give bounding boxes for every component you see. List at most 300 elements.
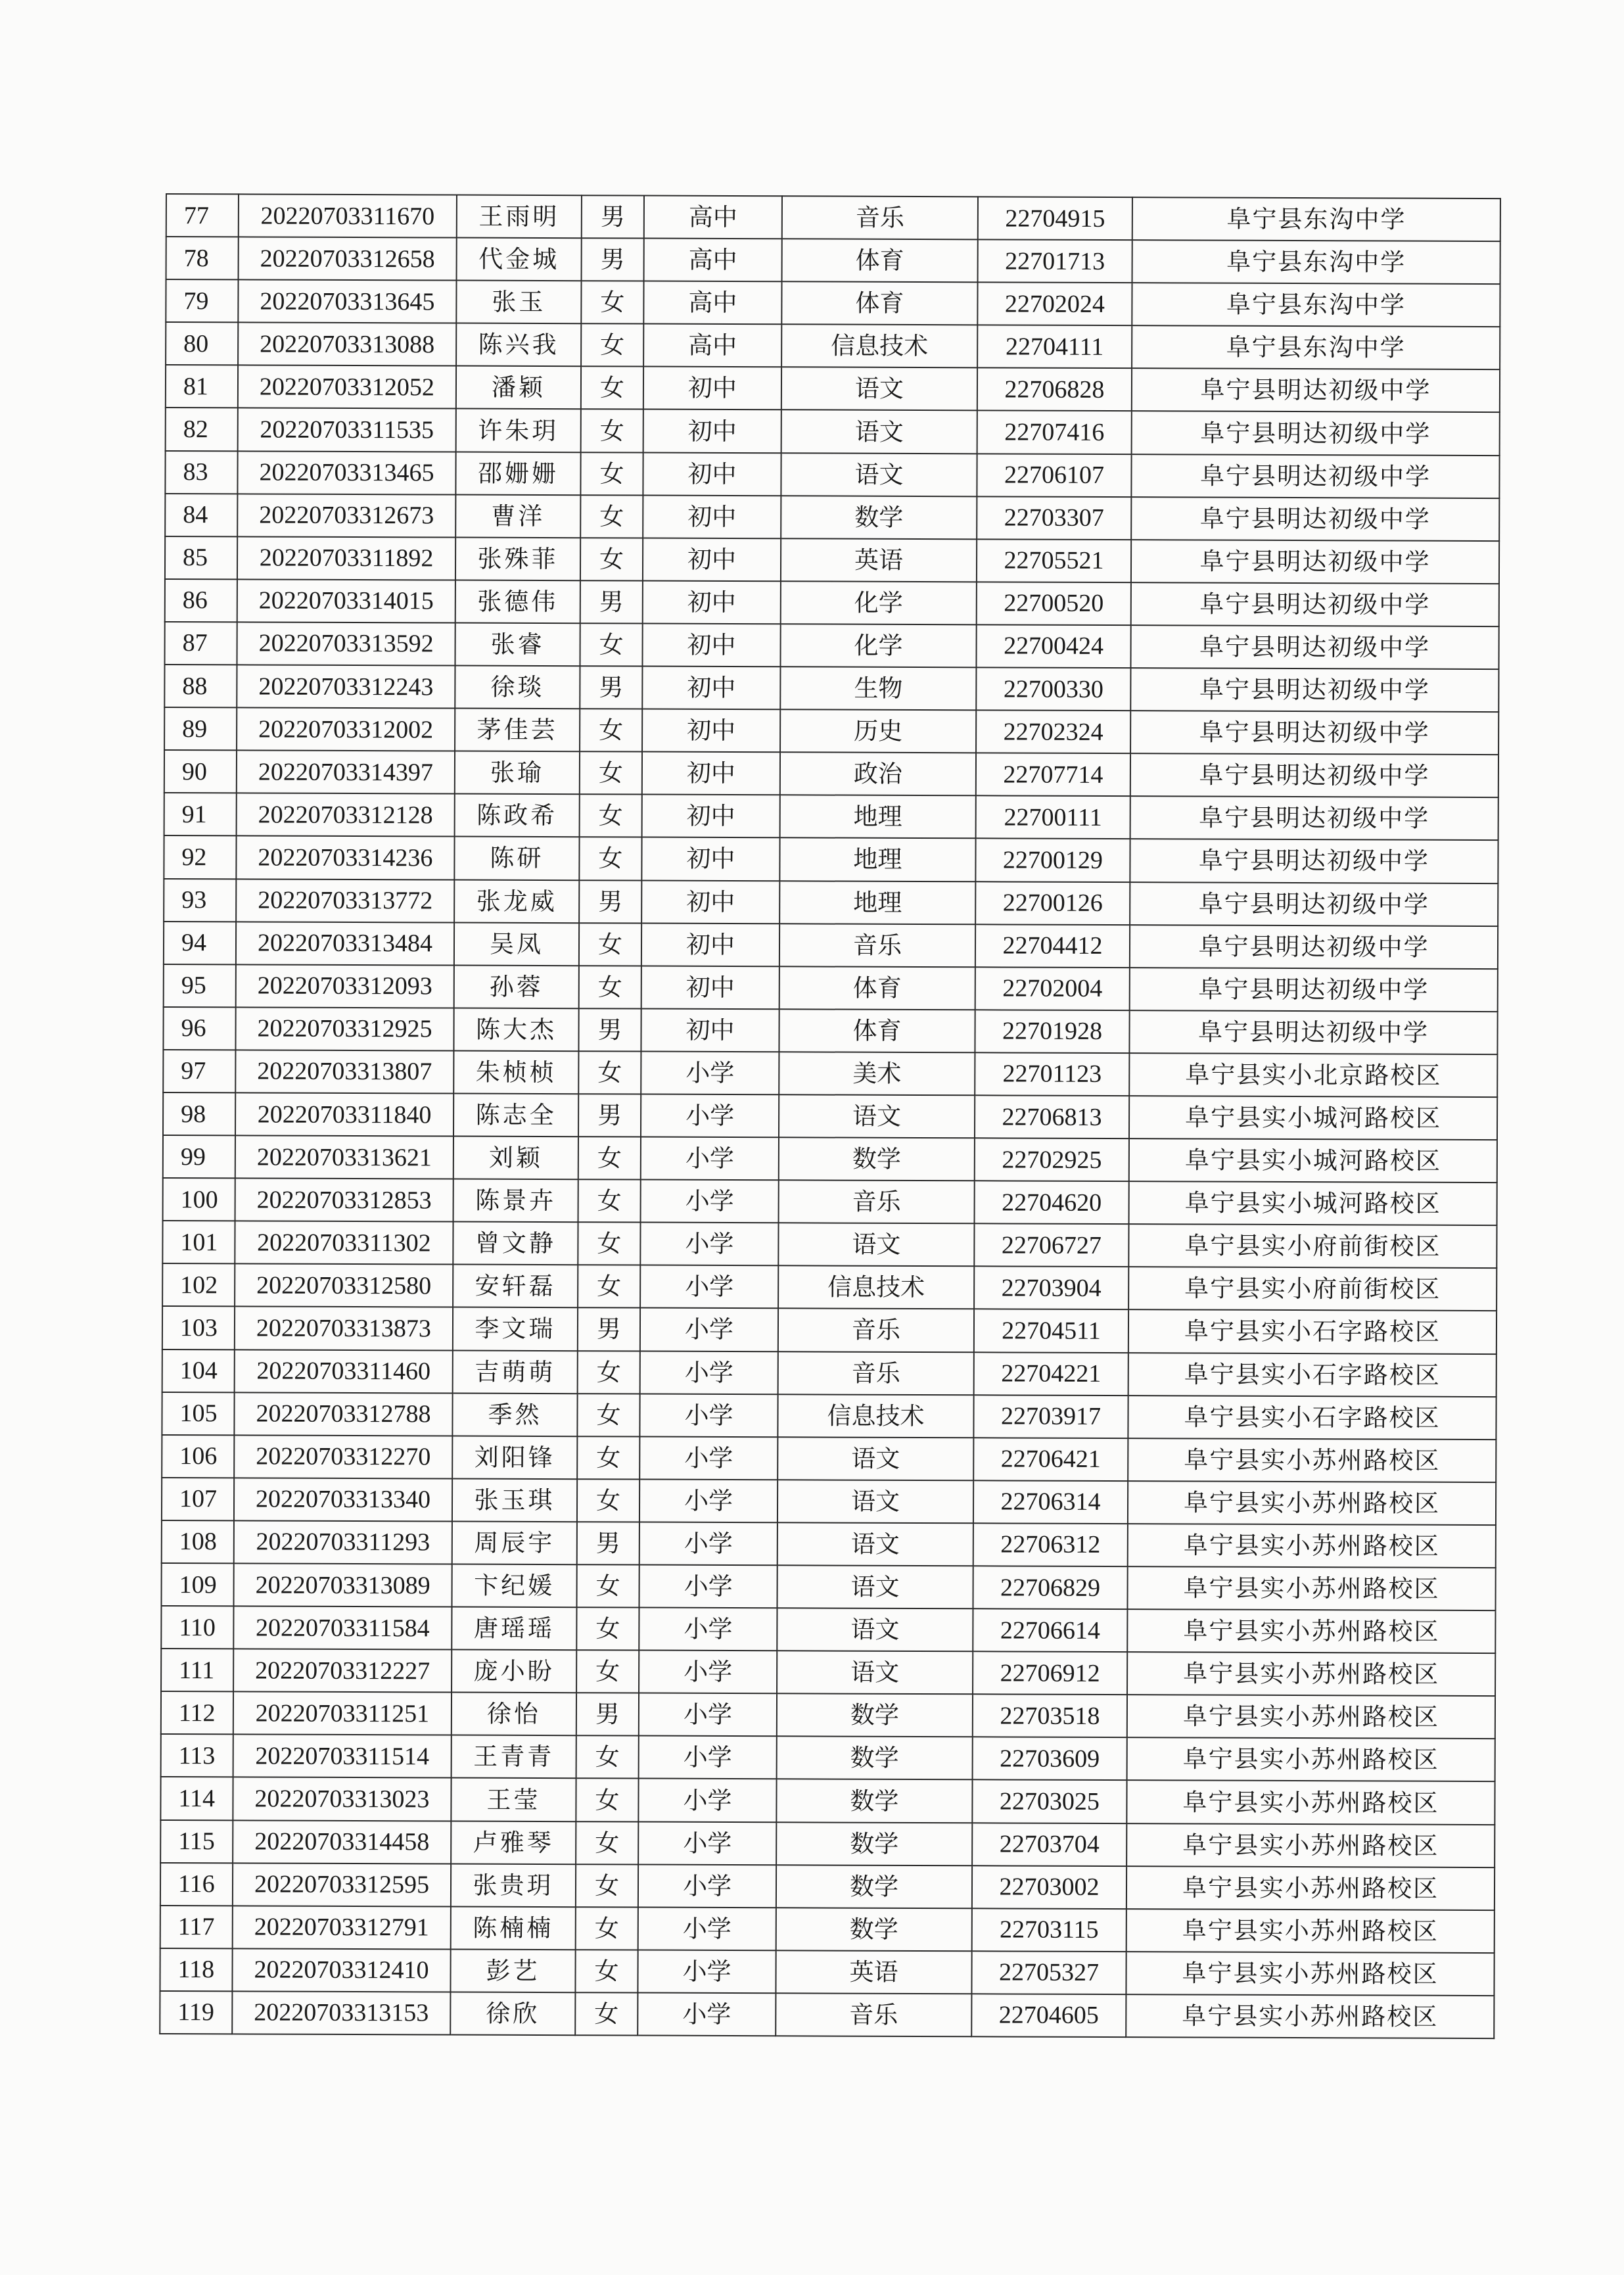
gender-cell: 女 (580, 623, 642, 666)
table-row (166, 322, 1500, 369)
assigned-school-cell: 阜宁县实小苏州路校区 (1126, 1909, 1495, 1953)
position-code-cell: 22707416 (977, 411, 1132, 454)
exam-id-cell: 20220703312853 (235, 1179, 453, 1222)
assigned-school-cell: 阜宁县明达初级中学 (1130, 668, 1498, 712)
table-row (162, 1478, 1496, 1525)
exam-id-cell: 20220703312673 (237, 494, 455, 537)
subject-cell: 数学 (781, 496, 977, 539)
exam-id-cell: 20220703314458 (233, 1820, 451, 1864)
position-code-cell: 22700126 (975, 881, 1130, 925)
position-code-cell: 22707714 (976, 753, 1130, 797)
position-code-cell: 22703115 (972, 1908, 1126, 1952)
school-level-cell: 小学 (639, 1479, 777, 1522)
exam-id-cell: 20220703313873 (235, 1307, 453, 1350)
assigned-school-cell: 阜宁县实小苏州路校区 (1126, 1823, 1495, 1867)
position-code-cell: 22700424 (976, 624, 1130, 668)
gender-cell: 男 (579, 880, 641, 923)
candidate-name-cell: 刘阳锋 (452, 1436, 577, 1479)
subject-cell: 地理 (780, 795, 976, 839)
subject-cell: 语文 (781, 453, 977, 496)
candidate-name-cell: 张玉 (456, 281, 581, 324)
table-row (161, 1649, 1495, 1696)
candidate-name-cell: 陈兴我 (456, 323, 581, 367)
gender-cell: 男 (580, 666, 642, 709)
gender-cell: 女 (579, 837, 641, 880)
position-code-cell: 22703518 (973, 1695, 1127, 1738)
candidate-name-cell: 潘颖 (456, 366, 581, 410)
subject-cell: 英语 (781, 538, 977, 582)
table-row (165, 494, 1499, 541)
exam-id-cell: 20220703313645 (238, 280, 456, 323)
candidate-name-cell: 曹洋 (455, 494, 580, 538)
assigned-school-cell: 阜宁县明达初级中学 (1132, 411, 1500, 456)
gender-cell: 女 (579, 923, 641, 966)
school-level-cell: 小学 (639, 1436, 777, 1480)
row-number-cell: 87 (164, 622, 237, 665)
position-code-cell: 22703917 (973, 1395, 1128, 1438)
position-code-cell: 22706813 (975, 1095, 1129, 1138)
school-level-cell: 初中 (641, 923, 779, 966)
assigned-school-cell: 阜宁县明达初级中学 (1131, 582, 1499, 626)
gender-cell: 男 (582, 238, 644, 281)
table-row (162, 1221, 1496, 1268)
gender-cell: 女 (578, 1051, 641, 1094)
assigned-school-cell: 阜宁县明达初级中学 (1130, 625, 1498, 669)
subject-cell: 地理 (779, 881, 975, 924)
exam-id-cell: 20220703313465 (237, 451, 455, 494)
position-code-cell: 22701713 (978, 239, 1132, 283)
row-number-cell: 115 (160, 1820, 233, 1863)
row-number-cell: 114 (160, 1777, 233, 1819)
exam-id-cell: 20220703313340 (234, 1478, 452, 1521)
candidate-name-cell: 张殊菲 (455, 537, 580, 580)
assigned-school-cell: 阜宁县实小城河路校区 (1129, 1138, 1497, 1183)
gender-cell: 女 (578, 1351, 640, 1394)
candidate-name-cell: 茅佳芸 (455, 709, 580, 752)
school-level-cell: 初中 (643, 580, 781, 624)
table-row (164, 964, 1498, 1012)
position-code-cell: 22704511 (974, 1309, 1128, 1353)
assigned-school-cell: 阜宁县实小苏州路校区 (1127, 1566, 1495, 1610)
candidate-name-cell: 吉萌萌 (453, 1350, 578, 1394)
candidate-name-cell: 李文瑞 (453, 1307, 578, 1351)
candidate-name-cell: 张玉琪 (452, 1478, 577, 1522)
school-level-cell: 初中 (642, 667, 780, 710)
row-number-cell: 82 (166, 408, 238, 450)
exam-id-cell: 20220703312093 (236, 964, 454, 1008)
row-number-cell: 95 (164, 964, 236, 1007)
row-number-cell: 79 (166, 279, 238, 322)
school-level-cell: 初中 (642, 623, 780, 667)
assigned-school-cell: 阜宁县实小城河路校区 (1129, 1096, 1497, 1140)
candidate-name-cell: 徐怡 (452, 1693, 576, 1736)
exam-id-cell: 20220703313621 (235, 1135, 453, 1179)
school-level-cell: 小学 (640, 1223, 778, 1266)
exam-id-cell: 20220703313089 (233, 1563, 452, 1607)
school-level-cell: 小学 (641, 1051, 779, 1094)
subject-cell: 数学 (779, 1137, 975, 1181)
assigned-school-cell: 阜宁县明达初级中学 (1129, 1010, 1497, 1054)
table-row (163, 1007, 1497, 1054)
exam-id-cell: 20220703311251 (233, 1692, 452, 1735)
school-level-cell: 小学 (638, 1821, 776, 1865)
subject-cell: 音乐 (782, 196, 978, 239)
gender-cell: 女 (575, 1992, 638, 2035)
exam-id-cell: 20220703313023 (233, 1777, 451, 1821)
gender-cell: 女 (577, 1394, 639, 1436)
assigned-school-cell: 阜宁县明达初级中学 (1130, 796, 1498, 840)
exam-id-cell: 20220703311840 (235, 1092, 453, 1136)
table-row (166, 194, 1500, 241)
row-number-cell: 108 (162, 1520, 234, 1563)
gender-cell: 女 (576, 1779, 638, 1821)
candidate-name-cell: 吴凤 (454, 922, 579, 966)
row-number-cell: 80 (166, 322, 238, 365)
assigned-school-cell: 阜宁县实小苏州路校区 (1127, 1609, 1495, 1653)
table-row (164, 707, 1498, 755)
row-number-cell: 91 (164, 793, 237, 835)
table-row (164, 750, 1498, 797)
table-row (166, 279, 1500, 327)
subject-cell: 信息技术 (777, 1394, 973, 1438)
position-code-cell: 22704620 (975, 1181, 1129, 1224)
assigned-school-cell: 阜宁县实小城河路校区 (1129, 1181, 1497, 1225)
subject-cell: 历史 (780, 709, 976, 753)
table-row (160, 1991, 1494, 2038)
table-row (162, 1392, 1496, 1440)
school-level-cell: 初中 (641, 880, 779, 924)
gender-cell: 女 (576, 1736, 639, 1779)
candidate-name-cell: 代金城 (457, 238, 582, 281)
position-code-cell: 22706107 (977, 454, 1131, 497)
position-code-cell: 22703904 (974, 1267, 1128, 1310)
school-level-cell: 小学 (639, 1565, 777, 1608)
school-level-cell: 初中 (642, 795, 780, 838)
row-number-cell: 77 (166, 194, 239, 237)
table-row (161, 1691, 1495, 1739)
exam-id-cell: 20220703312270 (234, 1435, 452, 1478)
exam-id-cell: 20220703312052 (238, 365, 456, 409)
subject-cell: 英语 (776, 1950, 971, 1994)
position-code-cell: 22702925 (975, 1138, 1129, 1181)
gender-cell: 女 (578, 1265, 640, 1308)
assigned-school-cell: 阜宁县明达初级中学 (1132, 369, 1500, 413)
table-row (163, 1135, 1497, 1183)
table-row (163, 1178, 1497, 1225)
table-row (161, 1606, 1495, 1653)
candidate-name-cell: 徐琰 (455, 666, 580, 709)
table-row (164, 922, 1498, 969)
school-level-cell: 小学 (638, 1992, 776, 2036)
gender-cell: 女 (580, 751, 642, 794)
gender-cell: 女 (576, 1650, 639, 1693)
gender-cell: 女 (581, 281, 643, 323)
position-code-cell: 22703704 (972, 1823, 1126, 1866)
school-level-cell: 初中 (641, 966, 779, 1009)
candidate-name-cell: 曾文静 (453, 1222, 578, 1265)
assigned-school-cell: 阜宁县实小苏州路校区 (1127, 1737, 1495, 1781)
school-level-cell: 小学 (641, 1094, 779, 1138)
school-level-cell: 初中 (643, 410, 781, 453)
row-number-cell: 85 (165, 536, 237, 579)
position-code-cell: 22706829 (973, 1566, 1127, 1609)
assigned-school-cell: 阜宁县实小府前街校区 (1128, 1267, 1496, 1311)
school-level-cell: 小学 (639, 1394, 777, 1437)
candidate-name-cell: 唐瑶瑶 (452, 1607, 576, 1651)
assigned-school-cell: 阜宁县东沟中学 (1132, 240, 1500, 284)
assigned-school-cell: 阜宁县实小北京路校区 (1129, 1053, 1497, 1097)
subject-cell: 数学 (777, 1694, 973, 1737)
position-code-cell: 22700330 (976, 667, 1130, 711)
exam-id-cell: 20220703312658 (239, 237, 457, 280)
gender-cell: 男 (578, 1094, 641, 1137)
row-number-cell: 98 (163, 1092, 235, 1135)
candidate-name-cell: 卞纪媛 (452, 1564, 576, 1608)
row-number-cell: 102 (162, 1263, 235, 1306)
subject-cell: 体育 (779, 1009, 975, 1052)
position-code-cell: 22706614 (973, 1608, 1127, 1652)
table-row (164, 878, 1498, 926)
position-code-cell: 22704605 (971, 1994, 1126, 2037)
position-code-cell: 22705327 (971, 1951, 1126, 1994)
position-code-cell: 22703307 (977, 496, 1131, 540)
row-number-cell: 105 (162, 1392, 234, 1435)
subject-cell: 语文 (779, 1094, 975, 1138)
exam-id-cell: 20220703311293 (234, 1520, 452, 1564)
row-number-cell: 113 (161, 1734, 233, 1777)
row-number-cell: 111 (161, 1649, 233, 1691)
gender-cell: 女 (581, 367, 643, 410)
school-level-cell: 小学 (638, 1907, 776, 1950)
subject-cell: 美术 (779, 1052, 975, 1095)
school-level-cell: 高中 (644, 196, 782, 239)
school-level-cell: 小学 (639, 1608, 777, 1651)
table-row (160, 1777, 1495, 1824)
subject-cell: 地理 (779, 838, 975, 881)
subject-cell: 体育 (779, 966, 975, 1010)
row-number-cell: 112 (161, 1691, 233, 1734)
gender-cell: 女 (580, 538, 643, 580)
exam-id-cell: 20220703311514 (233, 1735, 452, 1778)
exam-id-cell: 20220703313592 (237, 622, 455, 665)
position-code-cell: 22702004 (975, 967, 1130, 1010)
candidate-name-cell: 徐欣 (450, 1992, 575, 2035)
position-code-cell: 22700111 (976, 796, 1130, 839)
subject-cell: 语文 (777, 1480, 973, 1523)
candidate-name-cell: 张瑜 (455, 751, 580, 795)
row-number-cell: 84 (165, 494, 237, 536)
position-code-cell: 22703025 (972, 1780, 1126, 1823)
subject-cell: 音乐 (779, 1180, 975, 1223)
school-level-cell: 初中 (643, 452, 781, 496)
school-level-cell: 小学 (640, 1351, 778, 1394)
candidate-name-cell: 张德伟 (455, 580, 580, 623)
exam-id-cell: 20220703311892 (237, 536, 455, 580)
subject-cell: 数学 (776, 1822, 972, 1865)
assigned-school-cell: 阜宁县东沟中学 (1132, 197, 1500, 241)
candidate-name-cell: 孙蓉 (454, 965, 579, 1008)
row-number-cell: 92 (164, 835, 236, 878)
assigned-school-cell: 阜宁县实小石字路校区 (1128, 1310, 1496, 1354)
subject-cell: 语文 (777, 1437, 973, 1480)
assigned-school-cell: 阜宁县明达初级中学 (1130, 968, 1498, 1012)
assigned-school-cell: 阜宁县实小苏州路校区 (1127, 1695, 1495, 1739)
table-row (160, 1863, 1495, 1910)
row-number-cell: 110 (161, 1606, 233, 1649)
school-level-cell: 小学 (638, 1779, 776, 1822)
gender-cell: 男 (578, 1008, 641, 1051)
candidate-name-cell: 张龙威 (454, 880, 579, 923)
assigned-school-cell: 阜宁县明达初级中学 (1130, 882, 1498, 926)
gender-cell: 女 (576, 1907, 638, 1950)
table-row (166, 237, 1500, 284)
position-code-cell: 22701123 (975, 1052, 1129, 1096)
exam-id-cell: 20220703312788 (234, 1392, 452, 1436)
position-code-cell: 22703609 (973, 1737, 1127, 1781)
school-level-cell: 小学 (638, 1950, 776, 1993)
row-number-cell: 94 (164, 922, 236, 964)
exam-id-cell: 20220703312580 (235, 1264, 453, 1307)
subject-cell: 音乐 (778, 1309, 974, 1352)
exam-id-cell: 20220703311535 (238, 408, 456, 452)
position-code-cell: 22706312 (973, 1523, 1128, 1566)
subject-cell: 语文 (777, 1651, 973, 1694)
candidate-name-cell: 彭艺 (450, 1949, 575, 1992)
position-code-cell: 22701928 (975, 1010, 1129, 1053)
row-number-cell: 83 (165, 451, 237, 494)
school-level-cell: 初中 (641, 1008, 779, 1052)
position-code-cell: 22706421 (973, 1438, 1128, 1481)
candidate-name-cell: 陈研 (454, 837, 579, 880)
assigned-school-cell: 阜宁县实小苏州路校区 (1126, 1781, 1495, 1825)
assigned-school-cell: 阜宁县明达初级中学 (1131, 540, 1499, 584)
row-number-cell: 99 (163, 1135, 235, 1178)
candidate-name-cell: 陈政希 (455, 794, 580, 837)
candidate-name-cell: 周辰宇 (452, 1521, 577, 1564)
position-code-cell: 22700520 (977, 582, 1131, 625)
exam-id-cell: 20220703314397 (237, 751, 455, 794)
assigned-school-cell: 阜宁县实小苏州路校区 (1128, 1481, 1496, 1525)
school-level-cell: 小学 (638, 1864, 776, 1908)
gender-cell: 女 (581, 323, 643, 366)
position-code-cell: 22700129 (975, 839, 1130, 882)
position-code-cell: 22706912 (973, 1651, 1127, 1695)
row-number-cell: 93 (164, 878, 236, 921)
row-number-cell: 118 (160, 1948, 232, 1991)
row-number-cell: 86 (165, 579, 237, 622)
table-row (162, 1263, 1496, 1311)
position-code-cell: 22704915 (978, 197, 1132, 240)
candidate-name-cell: 许朱玥 (456, 409, 581, 452)
row-number-cell: 104 (162, 1349, 235, 1392)
candidate-name-cell: 刘颖 (453, 1137, 578, 1180)
exam-id-cell: 20220703311584 (233, 1606, 452, 1649)
gender-cell: 女 (577, 1479, 639, 1522)
table-row (164, 622, 1498, 669)
row-number-cell: 88 (164, 665, 237, 707)
position-code-cell: 22702324 (976, 710, 1130, 753)
candidate-name-cell: 陈景卉 (453, 1179, 578, 1223)
row-number-cell: 81 (166, 365, 238, 408)
candidate-name-cell: 王青青 (452, 1735, 576, 1779)
exam-id-cell: 20220703313807 (235, 1050, 453, 1093)
table-row (161, 1563, 1495, 1610)
table-row (166, 365, 1500, 412)
gender-cell: 男 (577, 1522, 639, 1564)
school-level-cell: 高中 (644, 239, 782, 282)
candidate-name-cell: 邵姗姗 (455, 452, 580, 495)
table-row (161, 1734, 1495, 1781)
assigned-school-cell: 阜宁县东沟中学 (1132, 283, 1500, 327)
row-number-cell: 116 (160, 1863, 233, 1906)
gender-cell: 女 (580, 452, 643, 495)
school-level-cell: 小学 (639, 1522, 777, 1565)
subject-cell: 化学 (780, 624, 976, 667)
subject-cell: 信息技术 (781, 325, 977, 368)
candidate-name-cell: 王雨明 (457, 195, 582, 239)
table-row (165, 536, 1499, 584)
exam-id-cell: 20220703311670 (239, 194, 457, 237)
assigned-school-cell: 阜宁县实小苏州路校区 (1128, 1438, 1496, 1482)
school-level-cell: 初中 (642, 709, 780, 753)
subject-cell: 数学 (776, 1908, 972, 1951)
row-number-cell: 97 (163, 1050, 235, 1092)
school-level-cell: 高中 (643, 324, 781, 367)
exam-id-cell: 20220703312791 (233, 1906, 451, 1949)
candidate-name-cell: 安轩磊 (453, 1265, 578, 1308)
candidate-name-cell: 朱桢桢 (453, 1050, 578, 1094)
gender-cell: 女 (581, 410, 643, 452)
gender-cell: 女 (579, 966, 641, 1008)
gender-cell: 女 (578, 1179, 641, 1222)
table-row (164, 665, 1498, 712)
candidate-name-cell: 张睿 (455, 622, 580, 666)
subject-cell: 语文 (777, 1565, 973, 1608)
exam-id-cell: 20220703312243 (237, 665, 455, 708)
gender-cell: 女 (575, 1950, 638, 1992)
candidate-name-cell: 陈志全 (453, 1094, 578, 1137)
subject-cell: 音乐 (778, 1351, 974, 1395)
gender-cell: 女 (578, 1222, 640, 1265)
position-code-cell: 22706828 (977, 368, 1132, 411)
table-row (166, 408, 1500, 455)
subject-cell: 政治 (780, 752, 976, 795)
gender-cell: 男 (580, 580, 643, 623)
subject-cell: 生物 (780, 667, 976, 710)
school-level-cell: 初中 (643, 495, 781, 538)
exam-id-cell: 20220703314015 (237, 579, 455, 622)
exam-id-cell: 20220703311302 (235, 1221, 453, 1265)
row-number-cell: 90 (164, 750, 237, 793)
candidate-name-cell: 王莹 (451, 1778, 576, 1821)
school-level-cell: 小学 (640, 1308, 778, 1351)
gender-cell: 男 (576, 1693, 639, 1735)
table-row (162, 1435, 1496, 1482)
gender-cell: 女 (576, 1564, 639, 1607)
subject-cell: 信息技术 (778, 1266, 974, 1309)
assigned-school-cell: 阜宁县明达初级中学 (1130, 839, 1498, 883)
assigned-school-cell: 阜宁县实小苏州路校区 (1126, 1952, 1494, 1996)
assigned-school-cell: 阜宁县明达初级中学 (1130, 711, 1498, 755)
school-level-cell: 小学 (640, 1265, 778, 1309)
exam-id-cell: 20220703312002 (237, 708, 455, 751)
school-level-cell: 小学 (639, 1736, 777, 1779)
assigned-school-cell: 阜宁县明达初级中学 (1130, 753, 1498, 797)
exam-id-cell: 20220703313772 (236, 879, 454, 922)
position-code-cell: 22704221 (974, 1352, 1128, 1395)
row-number-cell: 106 (162, 1435, 234, 1478)
exam-id-cell: 20220703313153 (232, 1991, 450, 2034)
